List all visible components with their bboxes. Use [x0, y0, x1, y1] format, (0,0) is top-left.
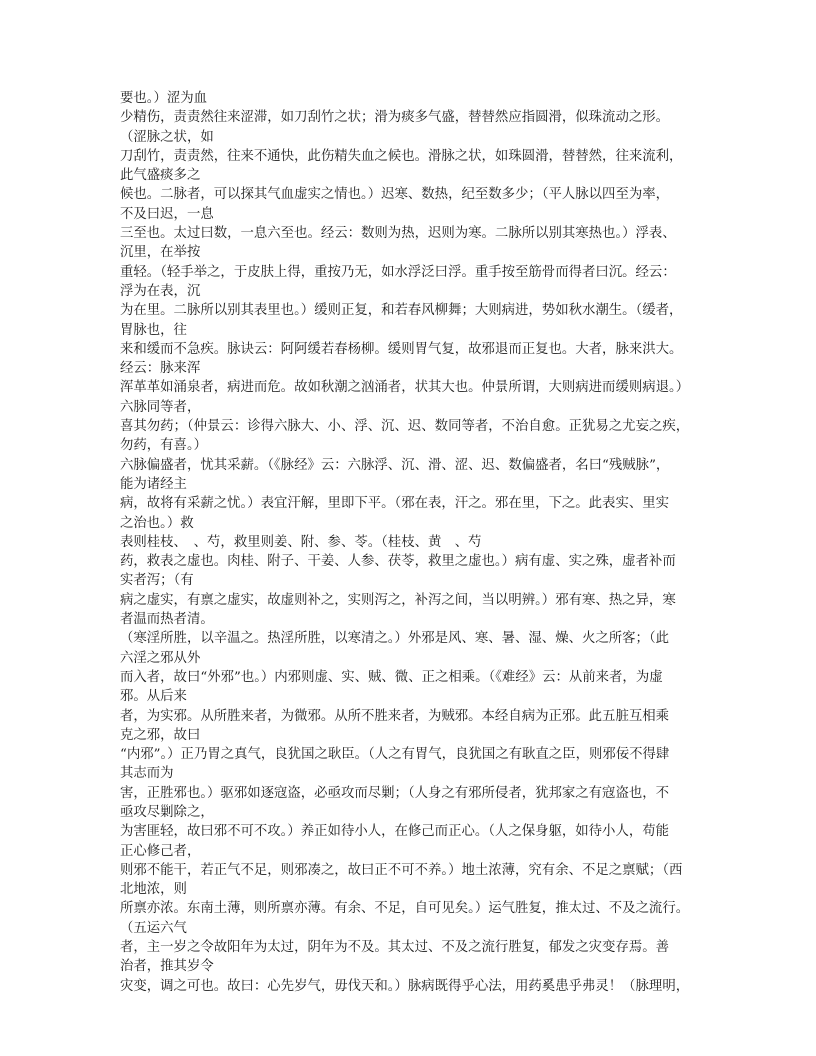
- text-line: 重轻。（轻手举之，于皮肤上得，重按乃无，如水浮泛曰浮。重手按至筋骨而得者曰沉。经云：: [120, 264, 676, 280]
- text-line: 要也。）涩为血: [120, 91, 208, 106]
- text-line: 为害匪轻，故曰邪不可不攻。）养正如待小人，在修己而正心。（人之保身躯，如待小人，苟能: [120, 824, 670, 840]
- text-line: 药，救表之虚也。肉桂、附子、干姜、人参、茯苓，救里之虚也。）病有虚、实之殊，虚者补而: [120, 554, 676, 570]
- text-line: 者，为实邪。从所胜来者，为微邪。从所不胜来者，为贼邪。本经自病为正邪。此五脏互相乘: [120, 708, 670, 724]
- text-line: 害，正胜邪也。）驱邪如逐寇盗，必亟攻而尽剿；（人身之有邪所侵者，犹邦家之有寇盗也，不: [120, 785, 670, 801]
- text-line: 为在里。二脉所以别其表里也。）缓则正复，和若春风柳舞；大则病进，势如秋水潮生。（缓者，: [120, 303, 683, 319]
- text-line: 来和缓而不急疾。脉诀云：阿阿缓若春杨柳。缓则胃气复，故邪退而正复也。大者，脉来洪大。: [120, 341, 683, 357]
- text-line: 之治也。）救: [120, 515, 194, 531]
- text-line: 病之虚实，有禀之虚实，故虚则补之，实则泻之，补泻之间，当以明辨。）邪有寒、热之异，寒: [120, 592, 676, 608]
- text-line: 者温而热者清。: [120, 612, 214, 628]
- text-line: 病，故将有采薪之忧。）表宜汗解，里即下平。（邪在表，汗之。邪在里，下之。此表实、里实: [120, 496, 670, 512]
- text-line: 勿药，有喜。）: [120, 438, 208, 454]
- text-line: 不及曰迟，一息: [120, 206, 214, 222]
- text-line: 六淫之邪从外: [120, 650, 201, 666]
- text-line: 实者泻；（有: [120, 573, 194, 589]
- text-line: 六脉同等者，: [120, 399, 201, 415]
- text-line: 治者，推其岁令: [120, 959, 214, 975]
- text-line: 能为诸经主: [120, 476, 187, 492]
- text-line: 经云：脉来浑: [120, 361, 201, 377]
- text-line: 则邪不能干，若正气不足，则邪凑之，故曰正不可不养。）地土浓薄，究有余、不足之禀赋；（西: [120, 862, 683, 878]
- body-text: [120, 89, 720, 996]
- text-line: 胃脉也，往: [120, 322, 187, 338]
- text-line: 而入者，故曰“外邪”也。）内邪则虚、实、贼、微、正之相乘。（《难经》云：从前来者，为虚: [120, 669, 663, 685]
- text-line: 浮为在表，沉: [120, 283, 201, 299]
- text-line: 邪。从后来: [120, 689, 187, 705]
- text-line: 表则桂枝、 、芍，救里则姜、附、参、苓。（桂枝、黄 、芍: [120, 534, 482, 550]
- text-line: （寒淫所胜，以辛温之。热淫所胜，以寒清之。）外邪是风、寒、暑、湿、燥、火之所客；（此: [120, 631, 670, 647]
- text-line: “内邪”。）正乃胃之真气，良犹国之耿臣。（人之有胃气，良犹国之有耿直之臣，则邪佞不得肆: [120, 747, 670, 763]
- text-line: 其志而为: [120, 766, 174, 782]
- text-line: 此气盛痰多之: [120, 168, 201, 184]
- text-line: 三至也。太过曰数，一息六至也。经云：数则为热，迟则为寒。二脉所以别其寒热也。）浮表、: [120, 226, 676, 242]
- text-line: 北地浓，则: [120, 882, 187, 898]
- text-line: 候也。二脉者，可以探其气血虚实之情也。）迟寒、数热，纪至数多少；（平人脉以四至为率，: [120, 187, 670, 203]
- text-line: 刀刮竹，责责然，往来不通快，此伤精失血之候也。滑脉之状，如珠圆滑，替替然，往来流利，: [120, 148, 683, 164]
- text-line: 正心修己者，: [120, 843, 201, 859]
- text-line: 浑革革如涌泉者，病进而危。故如秋潮之汹涌者，状其大也。仲景所谓，大则病进而缓则病退。）: [120, 380, 690, 396]
- text-line: 亟攻尽剿除之，: [120, 804, 214, 820]
- text-line: 所禀亦浓。东南土薄，则所禀亦薄。有余、不足，自可见矣。）运气胜复，推太过、不及之流行。: [120, 901, 690, 917]
- text-line: （五运六气: [120, 920, 187, 936]
- text-line: 六脉偏盛者，忧其采薪。（《脉经》云：六脉浮、沉、滑、涩、迟、数偏盛者，名曰“残贼脉”，: [120, 457, 670, 473]
- text-line: 喜其勿药；（仲景云：诊得六脉大、小、浮、沉、迟、数同等者，不治自愈。正犹易之尤妄之疾，: [120, 419, 690, 435]
- text-line: 克之邪，故曰: [120, 727, 201, 743]
- text-line: 灾变，调之可也。故曰：心先岁气，毋伐天和。）脉病既得乎心法，用药奚患乎弗灵！（脉理明，: [120, 978, 690, 994]
- text-line: 者，主一岁之令故阳年为太过，阴年为不及。其太过、不及之流行胜复，郁发之灾变存焉。善: [120, 940, 670, 956]
- text-line: 少精伤，责责然往来涩滞，如刀刮竹之状；滑为痰多气盛，替替然应指圆滑，似珠流动之形。: [120, 110, 670, 126]
- text-line: （涩脉之状，如: [120, 129, 214, 145]
- text-line: 沉里，在举按: [120, 245, 201, 261]
